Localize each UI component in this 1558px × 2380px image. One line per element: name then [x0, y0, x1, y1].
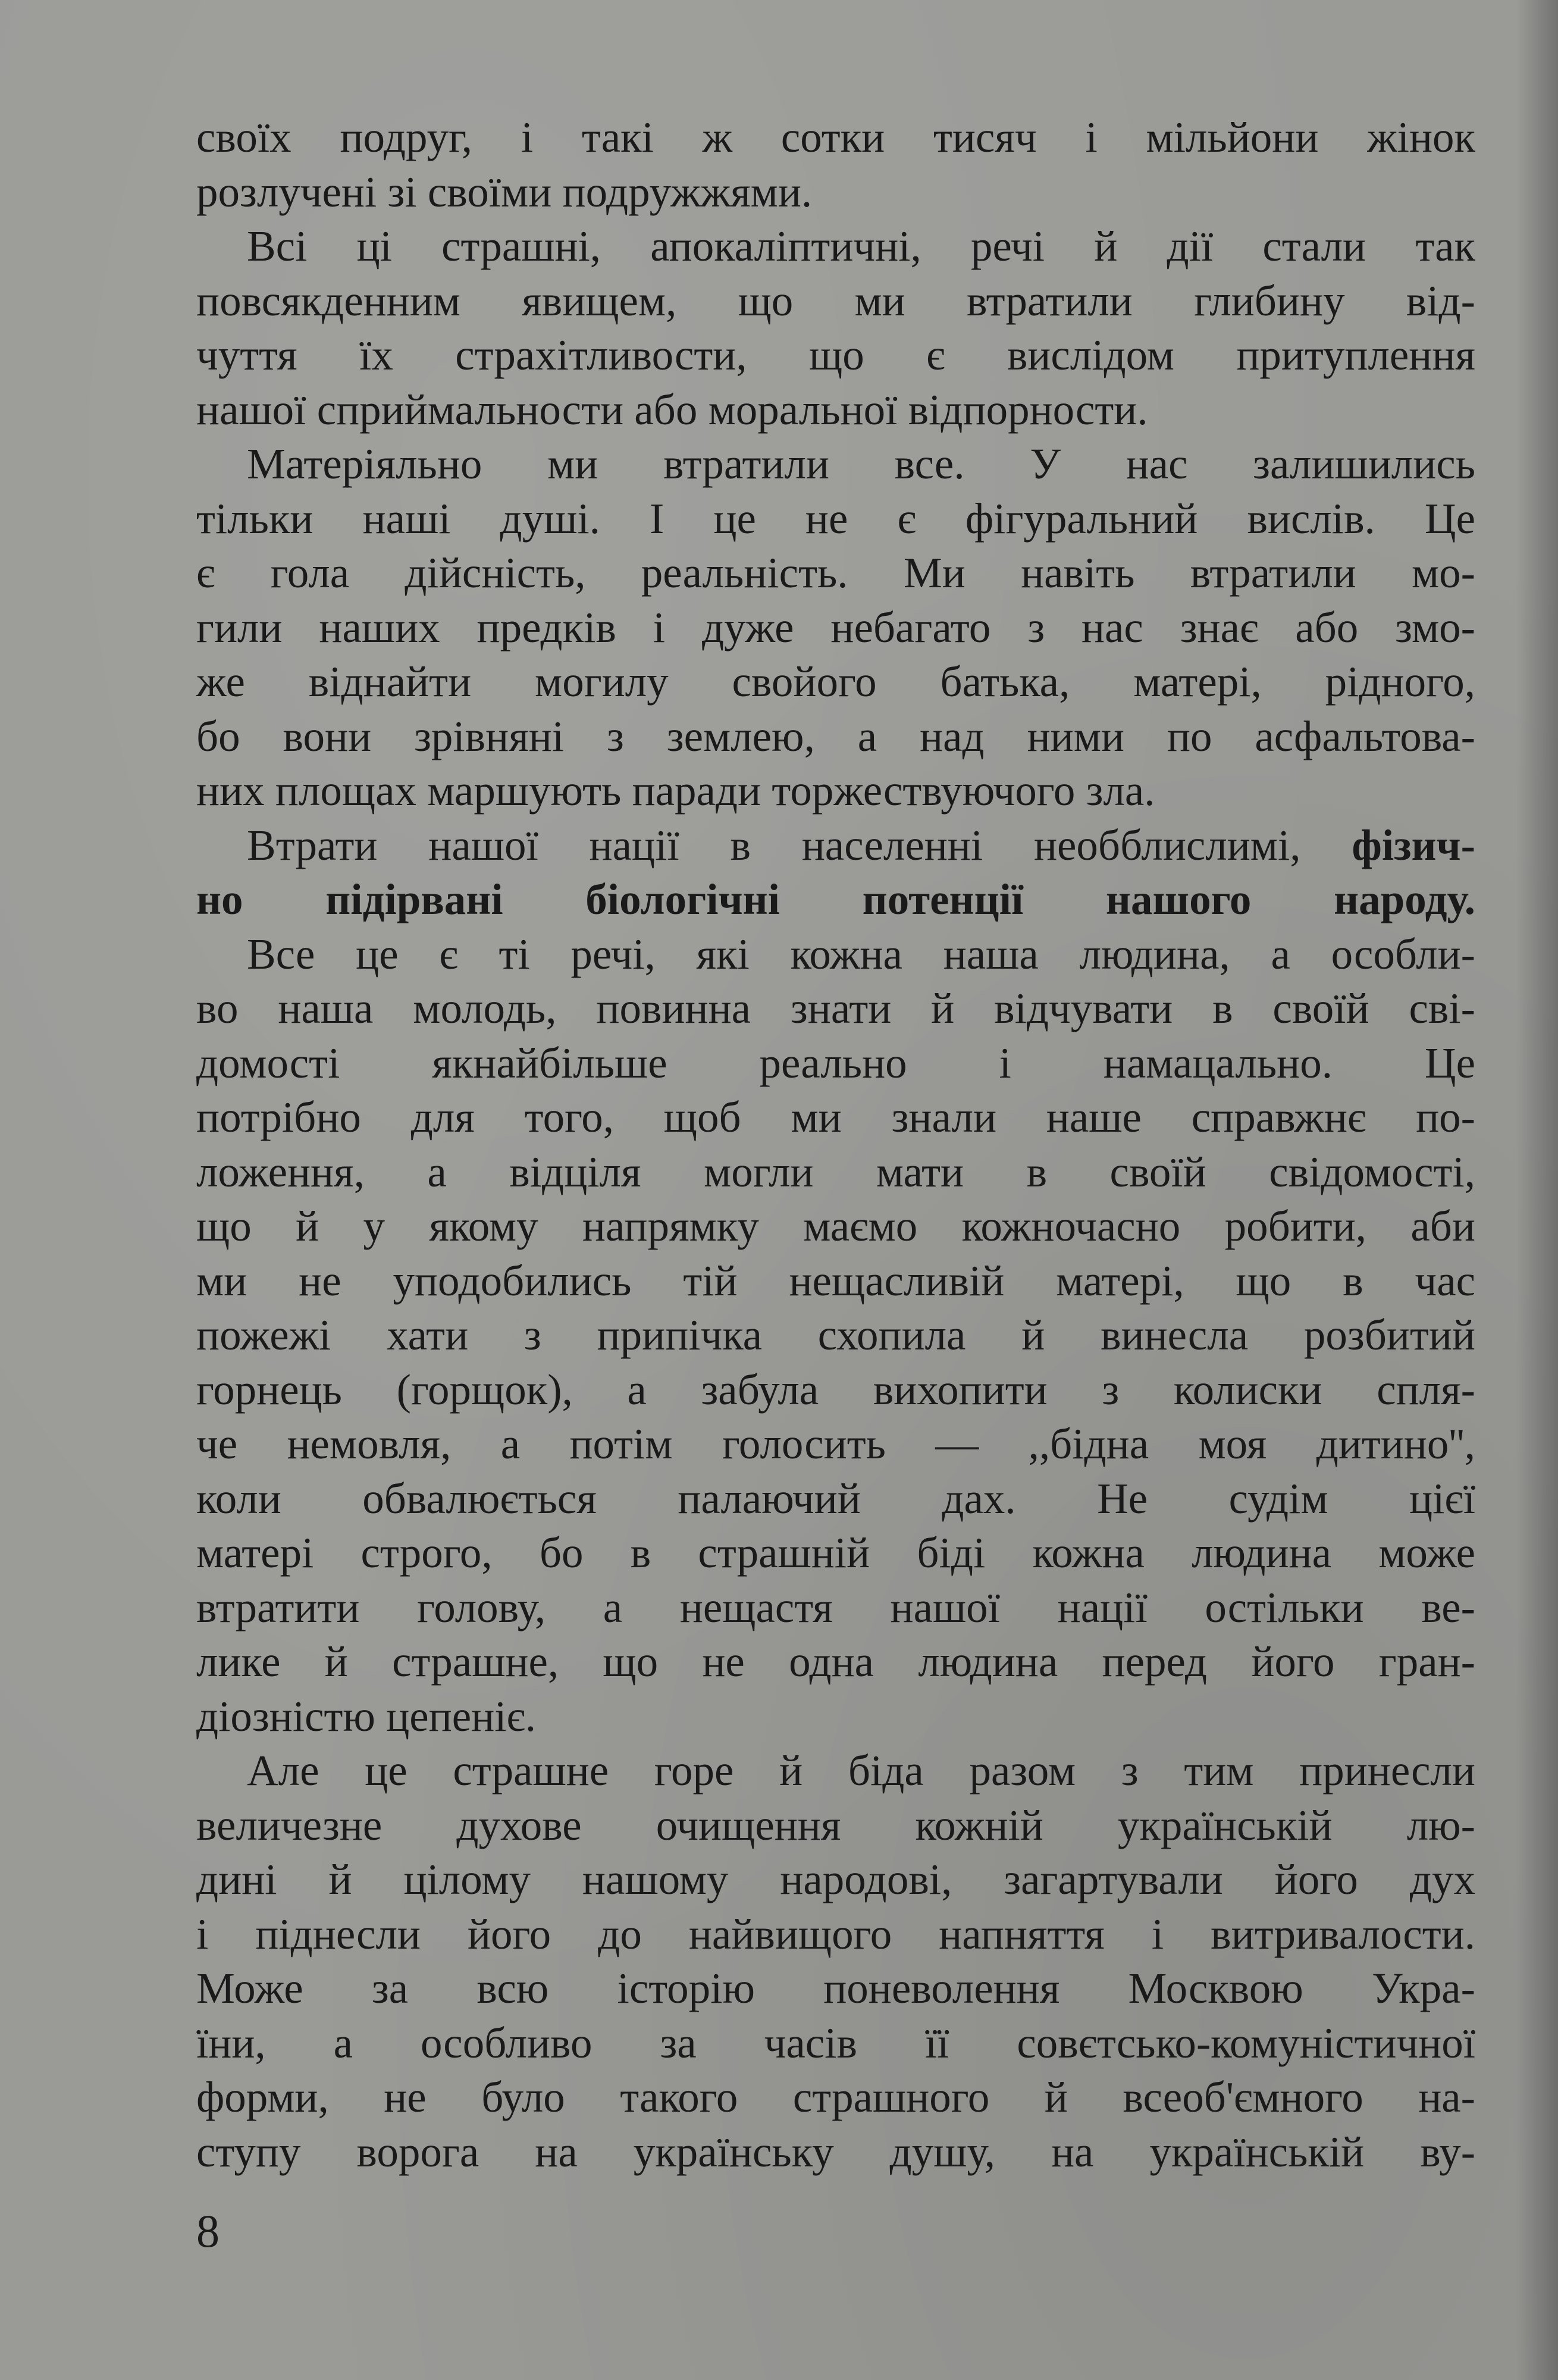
text-line: що й у якому напрямку маємо кожночасно робити, аби — [196, 1202, 1475, 1250]
text-line: Все це є ті речі, які кожна наша людина, а особли- — [247, 929, 1475, 978]
paragraph — [196, 219, 1475, 437]
text-line: них площах маршують паради торжествуючого зла. — [196, 766, 1155, 815]
text-line: і піднесли його до найвищого напняття і витривалости. — [196, 1909, 1475, 1958]
paragraph-emphasis — [196, 818, 1475, 927]
text-line: їни, а особливо за часів її совєтсько-комуністичної — [196, 2018, 1475, 2067]
text-line: во наша молодь, повинна знати й відчувати в своїй сві- — [196, 984, 1475, 1032]
text-line: домості якнайбільше реально і намацально. Це — [196, 1038, 1475, 1087]
text-line: форми, не було такого страшного й всеоб'ємного на- — [196, 2073, 1475, 2121]
text-line: бо вони зрівняні з землею, а над ними по асфальтова- — [196, 712, 1475, 760]
bold-text-run: фізич- — [1352, 821, 1475, 869]
paragraph — [196, 437, 1475, 818]
text-line: ступу ворога на українську душу, на українській ву- — [196, 2127, 1475, 2176]
text-line: потрібно для того, щоб ми знали наше справжнє по- — [196, 1093, 1475, 1141]
text-line: ми не уподобились тій нещасливій матері, що в час — [196, 1256, 1475, 1305]
paragraph — [196, 927, 1475, 1744]
text-line: повсякденним явищем, що ми втратили глибину від- — [196, 276, 1475, 325]
text-line: че немовля, а потім голосить — ,,бідна моя дитино'', — [196, 1420, 1475, 1468]
text-line: чуття їх страхітливости, що є вислідом притуплення — [196, 331, 1475, 379]
text-line: Матеріяльно ми втратили все. У нас залишились — [247, 440, 1475, 488]
text-line: діозністю цепеніє. — [196, 1692, 537, 1740]
text-line: величезне духове очищення кожній українській лю- — [196, 1800, 1475, 1849]
text-line: матері строго, бо в страшній біді кожна людина може — [196, 1529, 1475, 1577]
text-line: є гола дійсність, реальність. Ми навіть втратили мо- — [196, 549, 1475, 597]
paragraph — [196, 110, 1475, 219]
text-line: ложення, а відціля могли мати в своїй свідомості, — [196, 1147, 1475, 1196]
page-number: 8 — [196, 2205, 220, 2257]
text-line — [196, 818, 1475, 873]
text-run: Втрати нашої нації в населенні необблислимі, — [247, 821, 1352, 869]
text-line: горнець (горщок), а забула вихопити з колиски спля- — [196, 1365, 1475, 1414]
body-text — [196, 110, 1475, 2179]
text-line: тільки наші душі. І це не є фігуральний вислів. Це — [196, 494, 1475, 543]
text-line: гили наших предків і дуже небагато з нас знає або змо- — [196, 603, 1475, 652]
page-spine-shadow — [1516, 0, 1558, 2380]
text-line: Всі ці страшні, апокаліптичні, речі й дії стали так — [247, 222, 1475, 270]
text-line: нашої сприймальности або моральної відпорности. — [196, 385, 1148, 434]
text-line: пожежі хати з припічка схопила й винесла розбитий — [196, 1311, 1475, 1359]
text-line: дині й цілому нашому народові, загартували його дух — [196, 1855, 1475, 1903]
text-line — [196, 872, 1475, 927]
text-line: Але це страшне горе й біда разом з тим принесли — [247, 1746, 1475, 1795]
text-line: же віднайти могилу свойого батька, матері, рідного, — [196, 657, 1475, 706]
bold-text-run: но підірвані біологічні потенції нашого народу. — [196, 875, 1475, 923]
text-line: коли обвалюється палаючий дах. Не судім цієї — [196, 1474, 1475, 1523]
text-line: розлучені зі своїми подружжями. — [196, 167, 813, 216]
text-line: лике й страшне, що не одна людина перед його гран- — [196, 1637, 1475, 1686]
text-line: Може за всю історію поневолення Москвою Укра- — [196, 1964, 1475, 2012]
text-line: своїх подруг, і такі ж сотки тисяч і мільйони жінок — [196, 113, 1475, 161]
paragraph — [196, 1743, 1475, 2179]
text-line: втратити голову, а нещастя нашої нації остільки ве- — [196, 1583, 1475, 1631]
